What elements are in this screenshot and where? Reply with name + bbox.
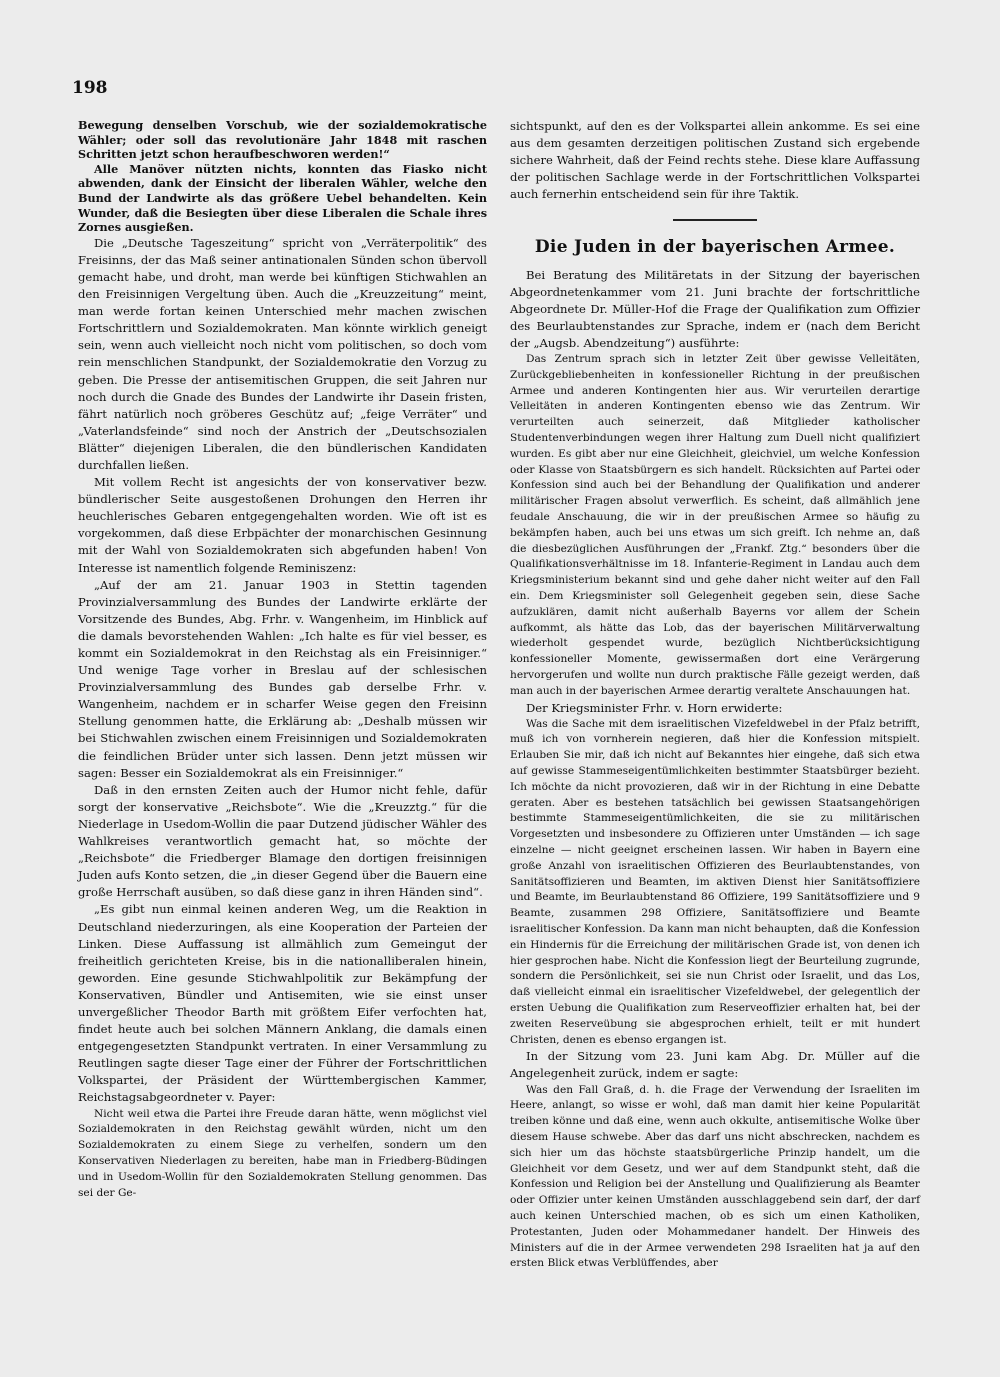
- paragraph: In der Sitzung vom 23. Juni kam Abg. Dr. Müller auf die Angelegenheit zurück, indem er sagte:: [510, 1049, 920, 1081]
- paragraph: Die „Deutsche Tageszeitung“ spricht von „Verräterpolitik“ des Freisinns, der das Maß seiner antinationalen Sünden schon übervoll gemacht habe, und droht, man werde bei künftigen Stichwahlen an den Freisinnigen Vergeltung üben. Auch die „Kreuzzeitung“ meint, man werde fortan keinen Unterschied mehr machen zwischen Fortschrittlern und Sozialdemokraten. Man könnte wirklich geneigt sein, wenn auch vielleicht noch nicht vom politischen, so doch vom rein menschlichen Standpunkt, der Sozialdemokratie den Vorzug zu geben. Die Presse der antisemitischen Gruppen, die seit Jahren nur noch durch die Gnade des Bundes der Landwirte ihr Dasein fristen, fährt natürlich noch gröberes Geschütz auf; „feige Verräter“ und „Vaterlandsfeinde“ sind noch der Anstrich der „Deutschsozialen Blätter“ diejenigen Liberalen, die den bündlerischen Kandidaten durchfallen ließen.: [78, 235, 487, 472]
- quote-paragraph: Das Zentrum sprach sich in letzter Zeit über gewisse Velleitäten, Zurückgebliebenheiten in konfessioneller Richtung in der preußischen Armee und anderen Kontingenten hier aus. Wir verurteilen derartige Velleitäten in anderen Kontingenten ebenso wie das Zentrum. Wir verurteilten auch seinerzeit, daß Mitglieder katholischer Studentenverbindungen wegen ihrer Haltung zum Duell nicht qualifiziert wurden. Es gibt aber nur eine Gleichheit, gleichviel, um welche Konfession oder Klasse von Staatsbürgern es sich handelt. Rücksichten auf Partei oder Konfession sind auch bei der Behandlung der Qualifikation und anderer militärischer Fragen absolut verwerflich. Es scheint, daß allmählich jene feudale Anschauung, die wir in der preußischen Armee so häufig zu bekämpfen haben, auch bei uns etwas um sich greift. Ich nehme an, daß die diesbezüglichen Ausführungen der „Frankf. Ztg.“ besonders über die Qualifikationsverhältnisse im 18. Infanterie-Regiment in Landau auch dem Kriegsministerium bekannt sind und gehe daher nicht weiter auf den Fall ein. Dem Kriegsminister soll Gelegenheit gegeben sein, diese Sache aufzuklären, damit nicht außerhalb Bayerns vor allem der Schein aufkommt, als hätte das Lob, das der bayerischen Militärverwaltung wiederholt gespendet wurde, bezüglich Nichtberücksichtigung konfessioneller Momente, gewissermaßen dort eine Verärgerung hervorgerufen und wollte nun durch praktische Fälle gezeigt werden, daß man auch in der bayerischen Armee derartig veraltete Anschauungen hat.: [510, 353, 920, 697]
- paragraph: sichtspunkt, auf den es der Volkspartei allein ankomme. Es sei eine aus dem gesamten derzeitigen politischen Zustand sich ergebende sichere Wahrheit, daß der Feind rechts stehe. Diese klare Auffassung der politischen Sachlage werde in der Fortschrittlichen Volkspartei auch fernerhin entscheidend sein für ihre Taktik.: [510, 119, 920, 202]
- article-headline: Die Juden in der bayerischen Armee.: [534, 237, 896, 258]
- quote-paragraph: Was den Fall Graß, d. h. die Frage der Verwendung der Israeliten im Heere, anlangt, so wisse er wohl, daß man damit hier keine Popularität treiben könne und daß eine, wenn auch okkulte, antisemitische Wolke über diesem Hause schwebe. Aber das darf uns nicht abschrecken, nachdem es sich hier um das höchste staatsbürgerliche Prinzip handelt, um die Gleichheit vor dem Gesetz, und wer auf dem Standpunkt steht, daß die Konfession und Religion bei der Anstellung und Qualifizierung als Beamter oder Offizier unter keinen Umständen ausschlaggebend sein darf, der darf auch keinen Unterschied machen, ob es sich um einen Katholiken, Protestanten, Juden oder Mohammedaner handelt. Der Hinweis des Ministers auf die in der Armee verwendeten 298 Israeliten hat ja auf den ersten Blick etwas Verblüffendes, aber: [510, 1083, 920, 1270]
- paragraph: Bei Beratung des Militäretats in der Sitzung der bayerischen Abgeordnetenkammer vom 21. Juni brachte der fortschrittliche Abgeordnete Dr. Müller-Hof die Frage der Qualifikation zum Offizier des Beurlaubtenstandes zur Sprache, indem er (nach dem Bericht der „Augsb. Abendzeitung“) ausführte:: [510, 267, 920, 350]
- left-column: [78, 118, 487, 1201]
- paragraph: Daß in den ernsten Zeiten auch der Humor nicht fehle, dafür sorgt der konservative „Reichsbote“. Wie die „Kreuzztg.“ für die Niederlage in Usedom-Wollin die paar Dutzend jüdischer Wähler des Wahlkreises verantwortlich gemacht hat, so möchte der „Reichsbote“ die Friedberger Blamage den dortigen freisinnigen Juden aufs Konto setzen, die „in dieser Gegend über die Bauern eine große Herrschaft ausüben, so daß diese ganz in ihren Händen sind“.: [78, 782, 487, 900]
- paragraph: Alle Manöver nützten nichts, konnten das Fiasko nicht abwenden, dank der Einsicht der liberalen Wähler, welche den Bund der Landwirte als das größere Uebel behandelten. Kein Wunder, daß die Besiegten über diese Liberalen die Schale ihres Zornes ausgießen.: [78, 161, 487, 235]
- quote-paragraph: Was die Sache mit dem israelitischen Vizefeldwebel in der Pfalz betrifft, muß ich von vornherein negieren, daß hier die Konfession mitspielt. Erlauben Sie mir, daß ich nicht auf Bekanntes hier eingehe, daß sich etwa auf gewisse Stammeseigentümlichkeiten bestimmter Staatsbürger bezieht. Ich möchte da nicht provozieren, daß wir in der Richtung in eine Debatte geraten. Aber es bestehen tatsächlich bei gewissen Staatsangehörigen bestimmte Stammeseigentümlichkeiten, die sie zu militärischen Vorgesetzten und insbesondere zu Offizieren unter Umständen — ich sage einzelne — nicht geeignet erscheinen lassen. Wir haben in Bayern eine große Anzahl von israelitischen Offizieren des Beurlaubtenstandes, von Sanitätsoffizieren und Beamten, im aktiven Dienst hier Sanitätsoffiziere und Beamte, im Beurlaubtenstand 86 Offiziere, 199 Sanitätsoffiziere und 9 Beamte, zusammen 298 Offiziere, Sanitätsoffiziere und Beamte israelitischer Konfession. Da kann man nicht behaupten, daß die Konfession ein Hindernis für die Erreichung der militärischen Grade ist, von denen ich hier gesprochen habe. Nicht die Konfession liegt der Beurteilung zugrunde, sondern die Persönlichkeit, sei sie nun Christ oder Israelit, und das Los, daß vielleicht einmal ein israelitischer Vizefeldwebel, der gelegentlich der ersten Uebung die Qualifikation zum Reserveoffizier erhalten hat, bei der zweiten Reserveübung sie abgesprochen erhielt, teilt er mit hundert Christen, denen es ebenso ergangen ist.: [510, 717, 920, 1046]
- quote-paragraph: „Es gibt nun einmal keinen anderen Weg, um die Reaktion in Deutschland niederzuringen, als eine Kooperation der Parteien der Linken. Diese Auffassung ist allmählich zum Gemeingut der freiheitlich gerichteten Kreise, bis in die nationalliberalen hinein, geworden. Eine gesunde Stichwahlpolitik zur Bekämpfung der Konservativen, Bündler und Antisemiten, wie sie einst unser unvergeßlicher Theodor Barth mit größtem Eifer verfochten hat, findet heute auch bei solchen Männern Anklang, die damals einen entgegengesetzten Standpunkt vertraten. In einer Versammlung zu Reutlingen sagte dieser Tage einer der Führer der Fortschrittlichen Volkspartei, der Präsident der Württembergischen Kammer, Reichstagsabgeordneter v. Payer:: [78, 902, 487, 1105]
- page-number: 198: [72, 78, 108, 98]
- paragraph: Mit vollem Recht ist angesichts der von konservativer bezw. bündlerischer Seite ausgestoßenen Drohungen den Herren ihr heuchlerisches Gebaren entgegengehalten worden. Wie oft ist es vorgekommen, daß diese Erbpächter der monarchischen Gesinnung mit der Wahl von Sozialdemokraten sich abgefunden haben! Von Interesse ist namentlich folgende Reminiszenz:: [78, 475, 487, 575]
- paragraph: Der Kriegsminister Frhr. v. Horn erwiderte:: [526, 700, 783, 715]
- quote-paragraph: „Auf der am 21. Januar 1903 in Stettin tagenden Provinzialversammlung des Bundes der Landwirte erklärte der Vorsitzende des Bundes, Abg. Frhr. v. Wangenheim, im Hinblick auf die damals bevorstehenden Wahlen: „Ich halte es für viel besser, es kommt ein Sozialdemokrat in den Reichstag als ein Freisinniger.“ Und wenige Tage vorher in Breslau auf der schlesischen Provinzialversammlung des Bundes gab derselbe Frhr. v. Wangenheim, nachdem er in scharfer Weise gegen den Freisinn Stellung genommen hatte, die Erklärung ab: „Deshalb müssen wir bei Stichwahlen zwischen einem Freisinnigen und Sozialdemokraten die feindlichen Brüder unter sich lassen. Denn jetzt müssen wir sagen: Besser ein Sozialdemokrat als ein Freisinniger.“: [78, 577, 487, 780]
- quote-paragraph: Nicht weil etwa die Partei ihre Freude daran hätte, wenn möglichst viel Sozialdemokraten in den Reichstag gewählt würden, nicht um den Sozialdemokraten zu einem Siege zu verhelfen, sondern um den Konservativen Niederlagen zu bereiten, habe man in Friedberg-Büdingen und in Usedom-Wollin für den Sozialdemokraten Stellung genommen. Das sei der Ge-: [78, 1107, 487, 1199]
- paragraph: Bewegung denselben Vorschub, wie der sozialdemokratische Wähler; oder soll das revolutionäre Jahr 1848 mit raschen Schritten jetzt schon heraufbeschworen werden!“: [78, 118, 487, 162]
- right-column: [510, 118, 920, 1272]
- section-divider: [673, 219, 757, 221]
